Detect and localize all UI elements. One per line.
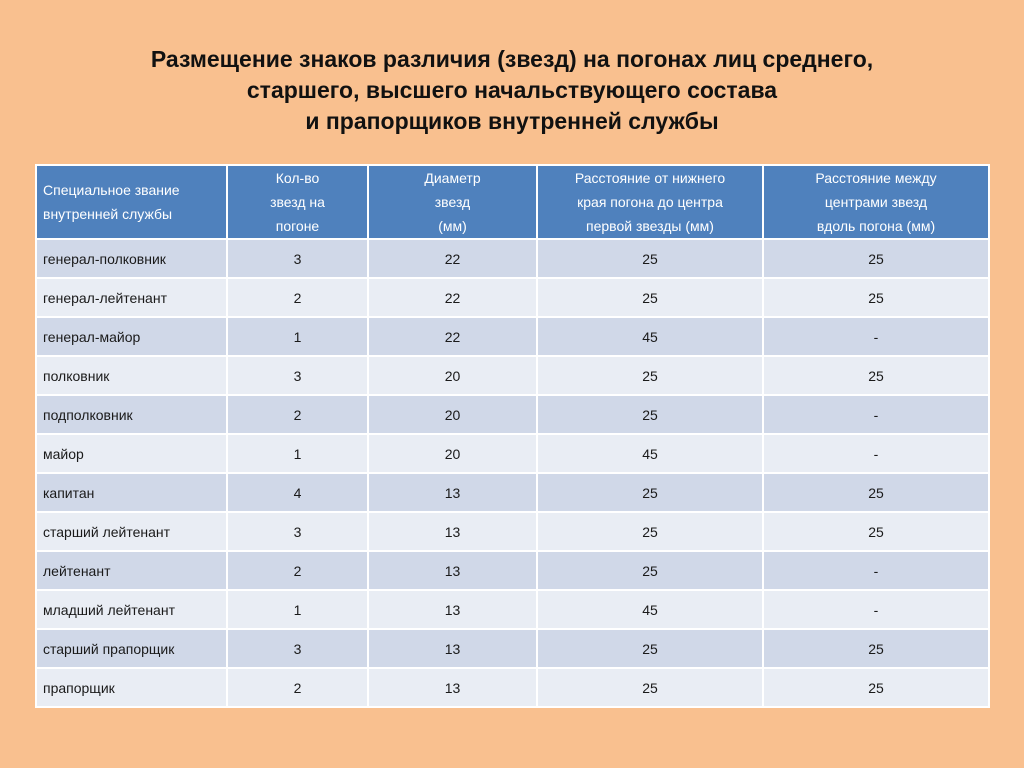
cell-distance-between: - (763, 395, 989, 434)
header-line: Диаметр (424, 170, 481, 186)
cell-star-count: 3 (227, 356, 368, 395)
table-header-row (36, 165, 989, 239)
cell-star-diameter: 13 (368, 668, 537, 707)
cell-distance-between: - (763, 551, 989, 590)
cell-star-count: 2 (227, 278, 368, 317)
cell-rank: лейтенант (36, 551, 227, 590)
cell-rank: полковник (36, 356, 227, 395)
header-line: Специальное звание (43, 182, 180, 198)
cell-rank: прапорщик (36, 668, 227, 707)
cell-distance-from-edge: 45 (537, 590, 763, 629)
cell-star-count: 1 (227, 317, 368, 356)
cell-rank: генерал-полковник (36, 239, 227, 278)
cell-distance-from-edge: 25 (537, 356, 763, 395)
header-rank (36, 165, 227, 239)
cell-rank: майор (36, 434, 227, 473)
cell-star-diameter: 20 (368, 395, 537, 434)
table-body (36, 239, 989, 707)
cell-distance-from-edge: 45 (537, 317, 763, 356)
header-distance-from-edge (537, 165, 763, 239)
cell-distance-from-edge: 25 (537, 395, 763, 434)
header-line: Расстояние от нижнего (574, 170, 726, 186)
cell-rank: младший лейтенант (36, 590, 227, 629)
cell-rank: генерал-лейтенант (36, 278, 227, 317)
cell-distance-from-edge: 25 (537, 473, 763, 512)
header-line: вдоль погона (мм) (816, 218, 936, 234)
title-line-1: Размещение знаков различия (звезд) на погонах лиц среднего, (150, 46, 874, 72)
header-line: Расстояние между (815, 170, 937, 186)
header-line: края погона до центра (577, 194, 723, 210)
title-line-3: и прапорщиков внутренней службы (305, 108, 719, 134)
cell-star-count: 1 (227, 434, 368, 473)
table-row (36, 629, 989, 668)
cell-star-diameter: 13 (368, 629, 537, 668)
cell-rank: старший лейтенант (36, 512, 227, 551)
cell-distance-between: 25 (763, 473, 989, 512)
cell-distance-from-edge: 25 (537, 668, 763, 707)
cell-distance-between: - (763, 590, 989, 629)
cell-star-diameter: 20 (368, 434, 537, 473)
cell-star-count: 2 (227, 551, 368, 590)
header-line: центрами звезд (824, 194, 928, 210)
cell-star-diameter: 22 (368, 239, 537, 278)
cell-rank: капитан (36, 473, 227, 512)
header-star-count (227, 165, 368, 239)
cell-distance-from-edge: 25 (537, 629, 763, 668)
cell-star-count: 3 (227, 512, 368, 551)
cell-distance-between: 25 (763, 239, 989, 278)
cell-star-diameter: 13 (368, 551, 537, 590)
cell-distance-from-edge: 25 (537, 239, 763, 278)
header-distance-between (763, 165, 989, 239)
header-line: (мм) (438, 218, 467, 234)
cell-distance-between: 25 (763, 278, 989, 317)
table-row (36, 551, 989, 590)
cell-distance-from-edge: 45 (537, 434, 763, 473)
table-row (36, 278, 989, 317)
cell-star-diameter: 22 (368, 317, 537, 356)
header-line: звезд на (270, 194, 325, 210)
cell-star-diameter: 13 (368, 512, 537, 551)
table-row (36, 512, 989, 551)
cell-distance-between: 25 (763, 512, 989, 551)
cell-star-count: 1 (227, 590, 368, 629)
table-row (36, 317, 989, 356)
table-row (36, 668, 989, 707)
table-row (36, 239, 989, 278)
title-line-2: старшего, высшего начальствующего состава (246, 77, 778, 103)
cell-rank: генерал-майор (36, 317, 227, 356)
cell-distance-from-edge: 25 (537, 512, 763, 551)
header-star-diameter (368, 165, 537, 239)
cell-distance-between: 25 (763, 668, 989, 707)
header-line: погоне (275, 218, 320, 234)
header-line: звезд (434, 194, 471, 210)
cell-distance-from-edge: 25 (537, 551, 763, 590)
insignia-table (35, 164, 990, 708)
header-line: внутренней службы (43, 206, 173, 222)
cell-distance-from-edge: 25 (537, 278, 763, 317)
table-row (36, 590, 989, 629)
cell-distance-between: 25 (763, 356, 989, 395)
cell-star-diameter: 13 (368, 473, 537, 512)
header-line: Кол-во (275, 170, 320, 186)
cell-star-diameter: 22 (368, 278, 537, 317)
cell-distance-between: - (763, 434, 989, 473)
cell-star-count: 3 (227, 629, 368, 668)
cell-rank: подполковник (36, 395, 227, 434)
cell-distance-between: 25 (763, 629, 989, 668)
cell-rank: старший прапорщик (36, 629, 227, 668)
cell-star-count: 2 (227, 395, 368, 434)
table-row (36, 473, 989, 512)
cell-star-diameter: 20 (368, 356, 537, 395)
cell-star-count: 3 (227, 239, 368, 278)
table-row (36, 434, 989, 473)
page-title (0, 44, 1024, 137)
table-row (36, 395, 989, 434)
cell-distance-between: - (763, 317, 989, 356)
cell-star-count: 4 (227, 473, 368, 512)
cell-star-diameter: 13 (368, 590, 537, 629)
table-row (36, 356, 989, 395)
header-line: первой звезды (мм) (586, 218, 714, 234)
cell-star-count: 2 (227, 668, 368, 707)
